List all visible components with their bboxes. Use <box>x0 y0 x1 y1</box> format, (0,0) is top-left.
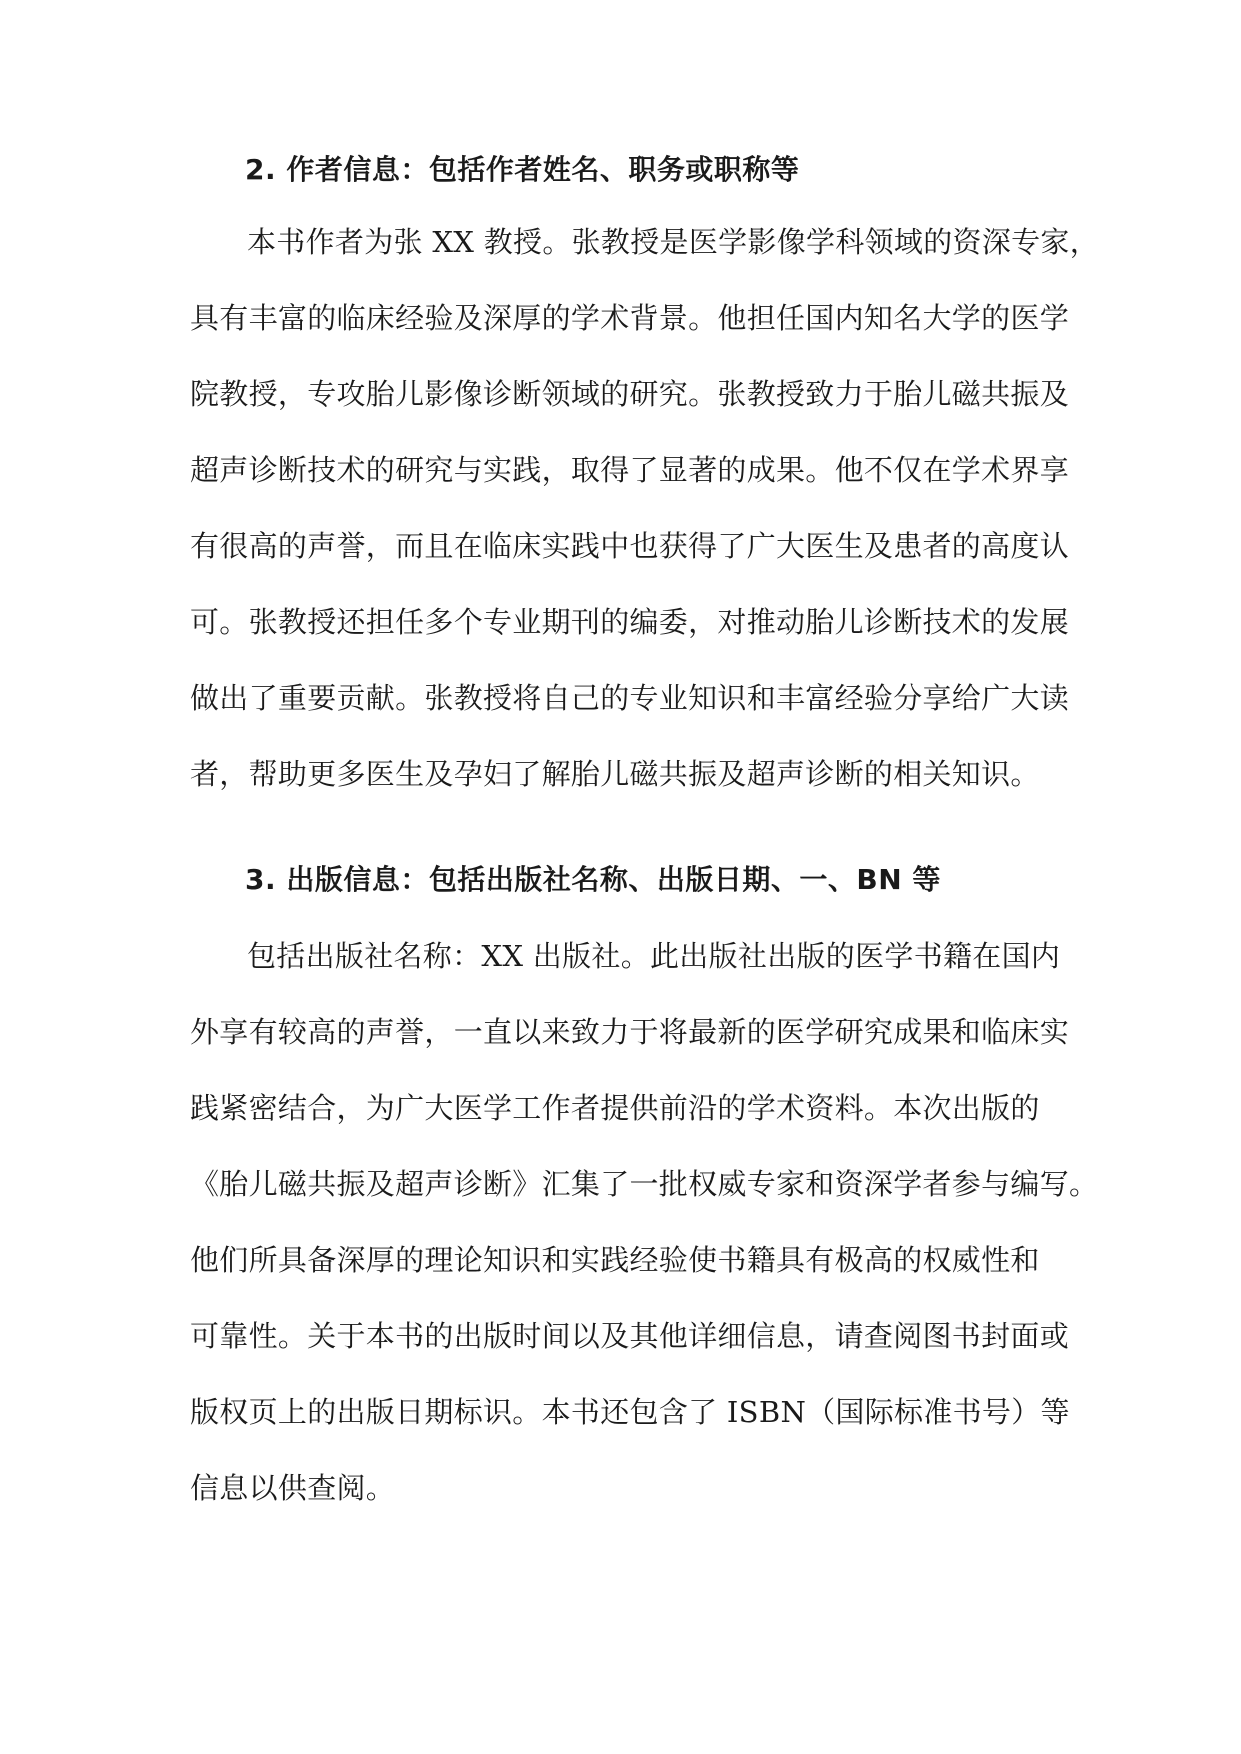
section-2-line-8: 者，帮助更多医生及孕妇了解胎儿磁共振及超声诊断的相关知识。 <box>190 757 1040 791</box>
section-3-heading: 3. 出版信息：包括出版社名称、出版日期、一、BN 等 <box>245 863 941 896</box>
section-3-line-3: 践紧密结合，为广大医学工作者提供前沿的学术资料。本次出版的 <box>190 1091 1040 1125</box>
section-3-line-4: 《胎儿磁共振及超声诊断》汇集了一批权威专家和资深学者参与编写。 <box>190 1167 1099 1201</box>
section-3-line-1: 包括出版社名称：XX 出版社。此出版社出版的医学书籍在国内 <box>247 939 1061 973</box>
section-3-line-8: 信息以供查阅。 <box>190 1471 396 1505</box>
section-2-line-2: 具有丰富的临床经验及深厚的学术背景。他担任国内知名大学的医学 <box>190 301 1070 335</box>
section-2-line-1: 本书作者为张 XX 教授。张教授是医学影像学科领域的资深专家， <box>247 225 1100 259</box>
section-2-heading: 2. 作者信息：包括作者姓名、职务或职称等 <box>245 153 800 186</box>
section-3-line-7: 版权页上的出版日期标识。本书还包含了 ISBN（国际标准书号）等 <box>190 1395 1070 1429</box>
section-3-line-5: 他们所具备深厚的理论知识和实践经验使书籍具有极高的权威性和 <box>190 1243 1040 1277</box>
section-3-line-2: 外享有较高的声誉，一直以来致力于将最新的医学研究成果和临床实 <box>190 1015 1070 1049</box>
section-2-line-6: 可。张教授还担任多个专业期刊的编委，对推动胎儿诊断技术的发展 <box>190 605 1070 639</box>
section-2-line-7: 做出了重要贡献。张教授将自己的专业知识和丰富经验分享给广大读 <box>190 681 1070 715</box>
section-2-line-4: 超声诊断技术的研究与实践，取得了显著的成果。他不仅在学术界享 <box>190 453 1070 487</box>
section-2-line-3: 院教授，专攻胎儿影像诊断领域的研究。张教授致力于胎儿磁共振及 <box>190 377 1070 411</box>
section-2-line-5: 有很高的声誉，而且在临床实践中也获得了广大医生及患者的高度认 <box>190 529 1070 563</box>
section-3-line-6: 可靠性。关于本书的出版时间以及其他详细信息，请查阅图书封面或 <box>190 1319 1070 1353</box>
